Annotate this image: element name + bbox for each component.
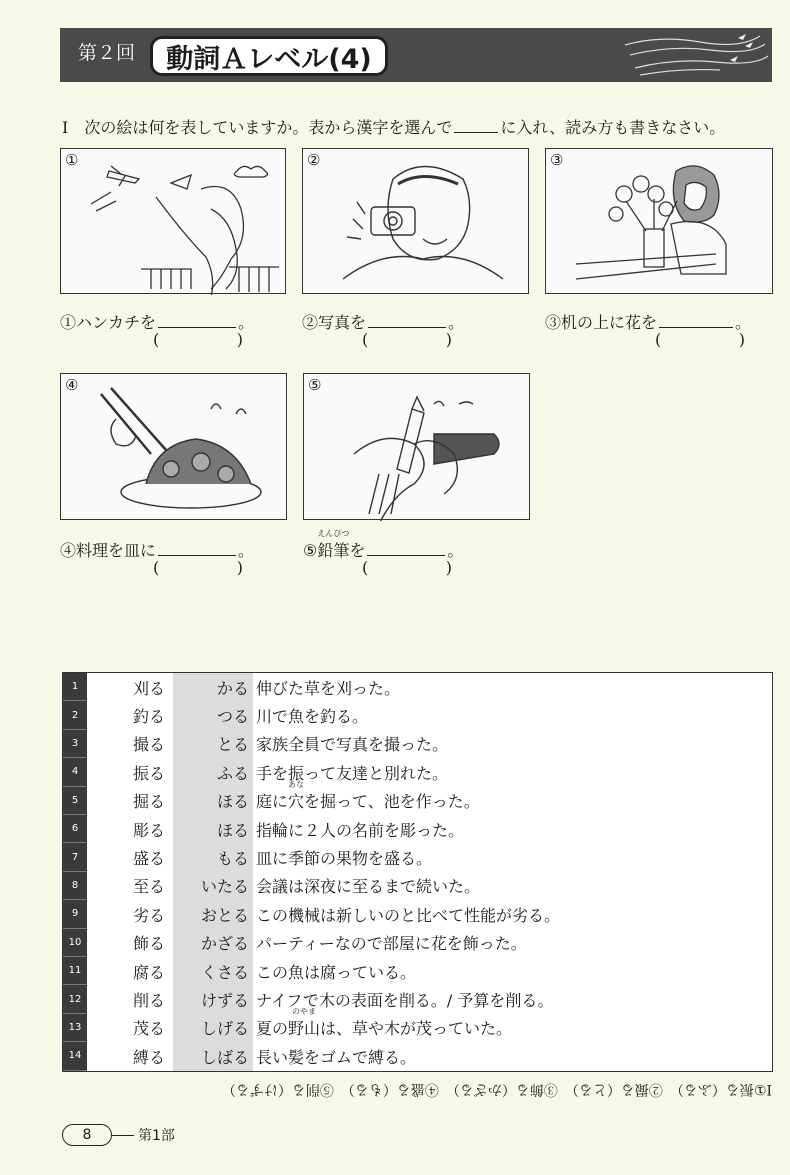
vocab-kanji: 刈る [133,678,166,698]
picture-4 [60,373,287,520]
reading-parens-2[interactable] [362,330,452,349]
question-4-text: ④料理を皿に [60,541,157,560]
vocab-kana: くさる [173,957,253,985]
paren-close: ) [236,330,243,349]
question-5-end: 。 [447,541,464,560]
reading-parens-4[interactable] [153,558,243,577]
paren-close: ) [445,558,452,577]
picture-number: ② [307,151,321,169]
table-row [63,780,772,815]
instruction-blank [454,118,498,133]
vocab-kana: かざる [173,929,253,957]
ruby-text: えんぴつ [317,529,350,538]
question-1-end: 。 [238,313,255,332]
paren-open: ( [153,558,160,577]
vocab-example: この機械は新しいのと比べて性能が劣る。 [256,905,561,925]
instruction-suffix: に入れ、読み方も書きなさい。 [500,118,726,137]
paren-close: ) [236,558,243,577]
table-row [63,758,772,786]
row-number: 4 [63,758,87,786]
vocab-kanji: 飾る [133,934,166,954]
upside-down-answers: Ⅰ①振る（ふる） ②撮る（とる） ③飾る（かざる） ④盛る（もる） ⑤削る（けずる） [221,1081,772,1097]
question-3-end: 。 [735,313,752,332]
answer-blank-1[interactable] [158,313,236,328]
vocab-kanji: 茂る [133,1019,166,1039]
woman-arranging-flowers-icon [546,149,774,295]
row-number: 1 [63,673,87,701]
chopsticks-and-food-plate-icon [61,374,288,521]
table-row [63,872,772,900]
table-row [63,815,772,843]
vocab-kanji: 盛る [133,849,166,869]
vocab-kana: とる [173,730,253,758]
picture-5 [303,373,530,520]
example-part: 庭に [256,792,289,812]
vocab-example: パーティーなので部屋に花を飾った。 [256,934,527,954]
vocab-kana: いたる [173,872,253,900]
row-number: 13 [63,1014,87,1042]
reading-parens-5[interactable] [362,558,452,577]
footer-divider [112,1135,134,1136]
vocab-table [62,672,773,1072]
ruby-base: 穴 [288,792,305,812]
picture-3 [545,148,773,294]
question-5-ruby [317,529,350,561]
vocab-example: ナイフで木の表面を削る。/ 予算を削る。 [256,991,554,1011]
vocab-example: 家族全員で写真を撮った。 [256,735,449,755]
vocab-example: この魚は腐っている。 [256,962,417,982]
vocab-kanji: 削る [133,991,166,1011]
row-number: 5 [63,787,87,815]
table-row [63,673,772,701]
vocab-example: 皿に季節の果物を盛る。 [256,849,433,869]
question-1-text: ①ハンカチを [60,313,157,332]
vocab-example: 会議は深夜に至るまで続いた。 [256,877,481,897]
ruby-text: のやま [292,1007,317,1017]
person-taking-photo-icon [303,149,530,295]
row-number: 14 [63,1042,87,1070]
answer-blank-5[interactable] [367,541,445,556]
reading-parens-1[interactable] [153,330,243,349]
picture-2 [302,148,529,294]
reading-parens-3[interactable] [655,330,745,349]
paren-open: ( [362,330,369,349]
ruby-base: 鉛筆 [317,541,350,560]
page-title: 動詞Ａレベル(4) [150,36,388,76]
instruction-prefix: Ⅰ 次の絵は何を表していますか。表から漢字を選んで [62,118,453,137]
vocab-kana: ほる [173,787,253,815]
vocab-kanji: 撮る [133,735,166,755]
table-row [63,730,772,758]
picture-number: ① [65,151,79,169]
vocab-kana: ほる [173,815,253,843]
table-row [63,843,772,871]
example-part: は、草や木が茂っていた。 [320,1019,513,1039]
table-row [63,900,772,928]
paren-close: ) [738,330,745,349]
vocab-example [256,780,480,812]
row-number: 6 [63,815,87,843]
vocab-kanji: 劣る [133,905,166,925]
vocab-kanji: 至る [133,877,166,897]
vocab-example: 伸びた草を刈った。 [256,678,401,698]
vocab-kana: しばる [173,1042,253,1070]
picture-number: ③ [550,151,564,169]
question-5-num: ⑤ [303,541,318,560]
table-row [63,1042,772,1070]
table-row [63,929,772,957]
vocab-kanji: 縛る [133,1047,166,1067]
question-2-text: ②写真を [302,313,367,332]
answer-blank-4[interactable] [158,541,236,556]
vocab-example: 手を振って友達と別れた。 [256,763,449,783]
question-5-rest: を [349,541,366,560]
vocab-kana: もる [173,843,253,871]
vocab-kana: つる [173,701,253,729]
table-row [63,985,772,1013]
answer-blank-2[interactable] [368,313,446,328]
row-number: 10 [63,929,87,957]
vocab-example: 指輪に２人の名前を彫った。 [256,820,465,840]
example-part: 夏の [256,1019,289,1039]
person-waving-handkerchief-icon [61,149,287,295]
vocab-kanji: 振る [133,763,166,783]
vocab-example [256,1007,513,1039]
row-number: 12 [63,985,87,1013]
part-label: 第1部 [138,1128,175,1144]
table-row [63,957,772,985]
example-ruby [288,780,305,812]
vocab-kana: けずる [173,985,253,1013]
question-4-end: 。 [238,541,255,560]
paren-open: ( [153,330,160,349]
table-row [63,1007,772,1042]
vocab-kana: かる [173,673,253,701]
example-part: を掘って、池を作った。 [304,792,480,812]
vocab-kanji: 腐る [133,962,166,982]
vocab-kanji: 釣る [133,707,166,727]
row-number: 2 [63,701,87,729]
page-number: 8 [62,1124,112,1146]
row-number: 9 [63,900,87,928]
instruction [62,115,725,138]
row-number: 3 [63,730,87,758]
vocab-kanji: 彫る [133,820,166,840]
question-2-end: 。 [448,313,465,332]
vocab-kanji: 掘る [133,792,166,812]
vocab-kana: おとる [173,900,253,928]
example-ruby [288,1007,321,1039]
ruby-text: あな [288,780,305,790]
vocab-example: 川で魚を釣る。 [256,707,369,727]
picture-number: ⑤ [308,376,322,394]
question-3-text: ③机の上に花を [545,313,658,332]
vocab-example: 長い髪をゴムで縛る。 [256,1047,417,1067]
paren-open: ( [655,330,662,349]
row-number: 8 [63,872,87,900]
picture-number: ④ [65,376,79,394]
sharpening-pencil-icon [304,374,531,521]
row-number: 11 [63,957,87,985]
paren-close: ) [445,330,452,349]
ruby-base: 野山 [288,1019,321,1039]
birds-decoration-icon [620,30,770,80]
paren-open: ( [362,558,369,577]
lesson-number: 第２回 [78,42,136,64]
row-number: 7 [63,843,87,871]
vocab-kana: ふる [173,758,253,786]
vocab-kana: しげる [173,1014,253,1042]
picture-1 [60,148,286,294]
answer-blank-3[interactable] [659,313,733,328]
table-row [63,701,772,729]
